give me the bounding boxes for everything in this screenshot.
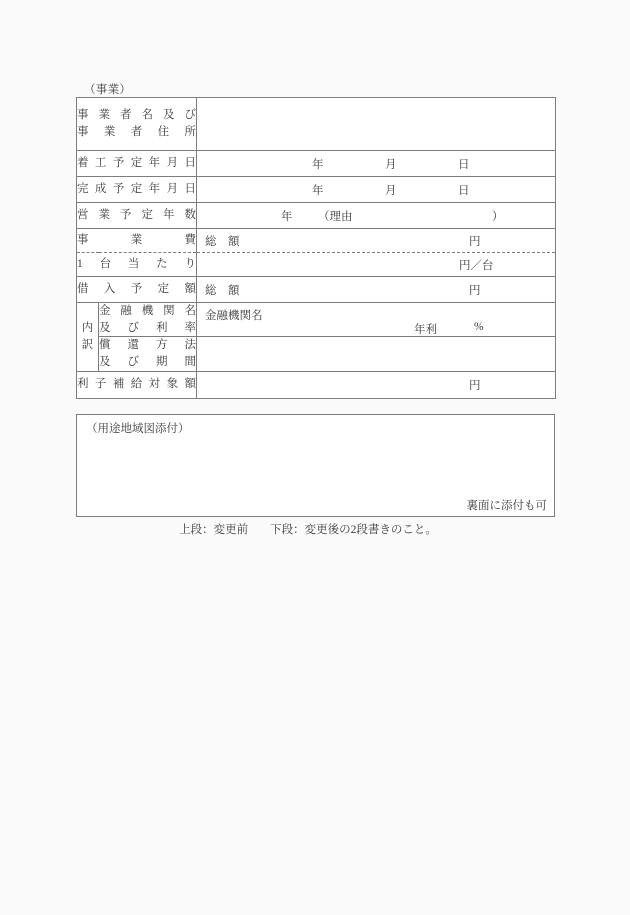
table-row-completion-date xyxy=(77,177,556,203)
section-caption: （事業） xyxy=(84,84,132,96)
row-label-repayment-line1: 償還方法 xyxy=(99,339,196,352)
row-label-institution-line1: 金融機関名 xyxy=(99,305,196,317)
table-row-start-date xyxy=(77,151,556,177)
cost-per-unit-currency-unit: 円／台 xyxy=(459,260,494,272)
row-value-planned-loan[interactable] xyxy=(197,277,556,303)
subsidy-target-currency-unit: 円 xyxy=(469,379,481,392)
table-row-project-cost xyxy=(77,229,556,253)
completion-date-year-unit: 年 xyxy=(312,185,324,197)
row-label-repayment-line2: 及び期間 xyxy=(99,356,196,369)
row-label-operator-line2: 事業者住所 xyxy=(77,126,196,138)
table-row-repayment xyxy=(77,337,556,371)
table-row-breakdown-institution xyxy=(77,303,556,337)
interest-rate-unit: % xyxy=(474,321,484,334)
row-value-subsidy-target[interactable] xyxy=(197,371,556,398)
row-value-project-cost[interactable] xyxy=(197,229,556,253)
row-label-breakdown-line2: 訳 xyxy=(81,338,94,351)
completion-date-month-unit: 月 xyxy=(385,185,397,197)
project-cost-total-label: 総 額 xyxy=(205,236,240,248)
attachment-box-title: （用途地域図添付） xyxy=(86,423,190,435)
planned-loan-total-label: 総 額 xyxy=(205,285,240,297)
start-date-year-unit: 年 xyxy=(312,159,324,171)
row-value-operator[interactable] xyxy=(197,98,556,151)
row-value-cost-per-unit[interactable] xyxy=(197,253,556,277)
planned-loan-currency-unit: 円 xyxy=(469,285,481,297)
footer-note xyxy=(0,521,630,537)
row-label-breakdown-line1: 内 xyxy=(81,321,94,334)
row-label-subsidy-target: 利子補給対象額 xyxy=(77,371,197,398)
footer-note-before: 上段：変更前 xyxy=(179,524,249,536)
row-label-operator xyxy=(77,98,197,151)
operating-years-reason-close: ） xyxy=(492,211,504,223)
table-row-operator-name-address xyxy=(77,98,556,151)
row-label-completion-date: 完成予定年月日 xyxy=(77,177,197,203)
start-date-day-unit: 日 xyxy=(458,159,470,171)
row-value-repayment[interactable] xyxy=(197,337,556,371)
row-label-operator-line1: 事業者名及び xyxy=(77,109,196,122)
business-info-table xyxy=(76,97,556,399)
operating-years-unit: 年 xyxy=(281,211,293,223)
row-label-project-cost: 事業費 xyxy=(77,229,197,253)
row-value-operating-years[interactable] xyxy=(197,203,556,229)
table-row-operating-years xyxy=(77,203,556,229)
interest-rate-label: 年利 xyxy=(414,324,437,337)
completion-date-day-unit: 日 xyxy=(458,185,470,197)
operating-years-reason-open: （理由 xyxy=(318,211,353,223)
row-label-institution-line2: 及び利率 xyxy=(99,321,196,334)
row-value-start-date[interactable] xyxy=(197,151,556,177)
row-label-operating-years: 営業予定年数 xyxy=(77,203,197,229)
row-value-completion-date[interactable] xyxy=(197,177,556,203)
row-label-breakdown xyxy=(77,303,99,372)
attachment-box[interactable] xyxy=(76,414,555,517)
row-label-repayment xyxy=(99,337,197,371)
row-label-planned-loan: 借入予定額 xyxy=(77,277,197,303)
row-label-cost-per-unit: 1台当たり xyxy=(77,253,197,277)
start-date-month-unit: 月 xyxy=(385,159,397,171)
institution-name-value: 金融機関名 xyxy=(205,310,263,323)
footer-note-after: 下段：変更後の2段書きのこと。 xyxy=(270,524,437,536)
table-row-subsidy-target xyxy=(77,371,556,398)
row-label-start-date: 着工予定年月日 xyxy=(77,151,197,177)
row-label-institution xyxy=(99,303,197,337)
table-row-cost-per-unit xyxy=(77,253,556,277)
attachment-box-note: 裏面に添付も可 xyxy=(466,500,547,512)
project-cost-currency-unit: 円 xyxy=(469,236,481,248)
row-value-institution[interactable] xyxy=(197,303,556,337)
table-row-planned-loan xyxy=(77,277,556,303)
